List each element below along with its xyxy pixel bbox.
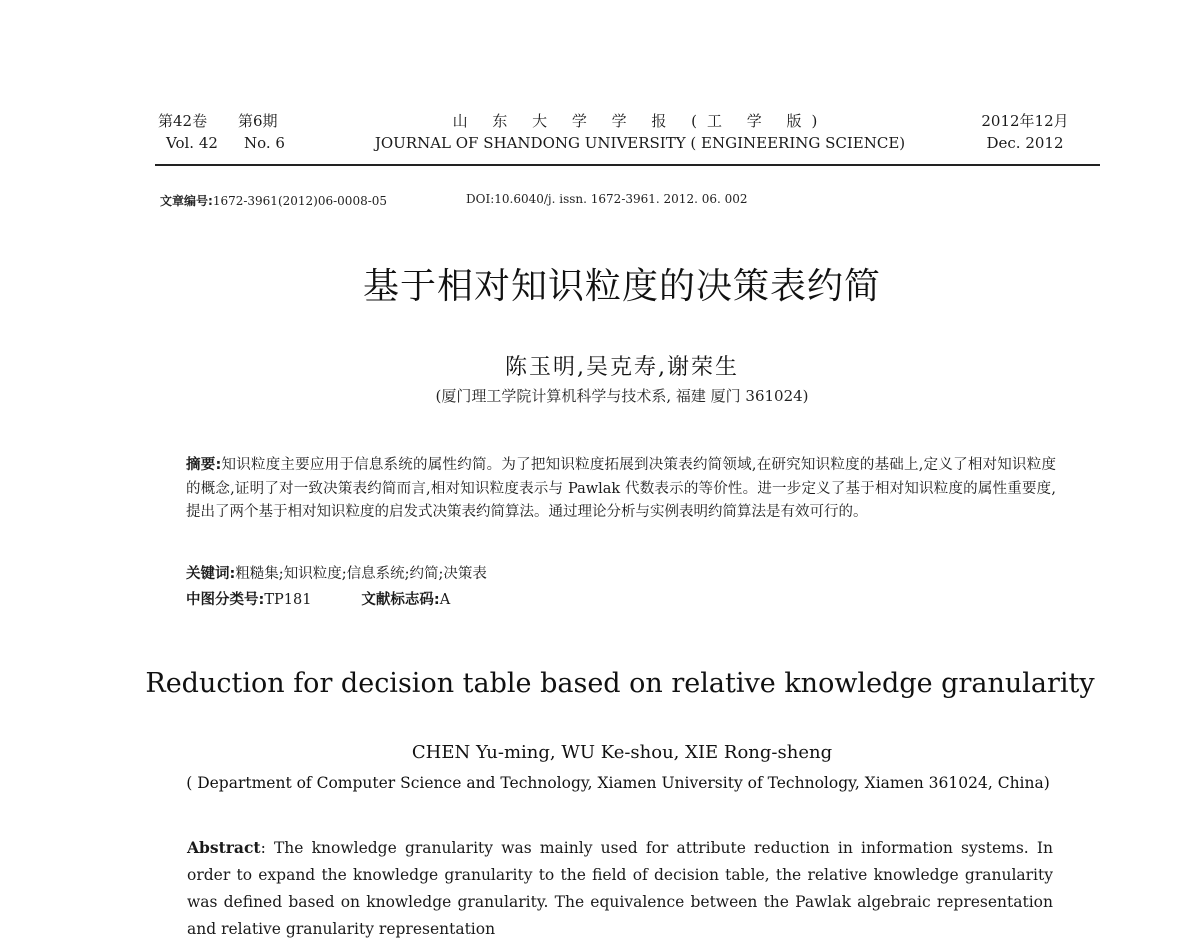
header-rule: [155, 164, 1100, 166]
journal-issue-info: [158, 110, 358, 154]
publication-date: [950, 110, 1100, 154]
paper-title-en: Reduction for decision table based on relative knowledge granularity: [145, 668, 1095, 699]
abstract-en-text: : The knowledge granularity was mainly used for attribute reduction in information systems. In order to expand the knowledge granularity to the field of decision table, the relative knowledge granularity was defined based on knowledge granularity. The equivalence between the Pawlak algebraic representation and relative granularity representation: [187, 839, 1053, 938]
keywords-cn-text: 粗糙集;知识粒度;信息系统;约简;决策表: [235, 566, 487, 582]
classification-line: [186, 589, 1056, 613]
authors-cn: 陈玉明,吴克寿,谢荣生: [505, 355, 739, 380]
volume-en: Vol. 42: [166, 134, 218, 152]
affiliation-cn: (厦门理工学院计算机科学与技术系, 福建 厦门 361024): [435, 387, 809, 405]
issue-en: No. 6: [244, 134, 285, 152]
abstract-cn-text: 知识粒度主要应用于信息系统的属性约简。为了把知识粒度拓展到决策表约简领域,在研究知识粒度的基础上,定义了相对知识粒度的概念,证明了对一致决策表约简而言,相对知识粒度表示与 Pawlak 代数表示的等价性。进一步定义了基于相对知识粒度的属性重要度,提出了两个基于相对知识粒度的启发式决策表约简算法。通过理论分析与实例表明约简算法是有效可行的。: [186, 457, 1056, 520]
article-number-label: 文章编号:: [160, 194, 213, 208]
issue-cn: 第6期: [238, 112, 278, 130]
clc-label: 中图分类号:: [186, 592, 265, 608]
volume-cn: 第42卷: [158, 112, 208, 130]
keywords-cn-label: 关键词:: [186, 566, 236, 582]
abstract-cn-label: 摘要:: [186, 457, 222, 473]
date-en: Dec. 2012: [986, 134, 1064, 152]
journal-name-cn: 山 东 大 学 学 报 (工 学 版): [452, 112, 828, 130]
doi-label: DOI:: [466, 192, 495, 206]
journal-name: [360, 110, 920, 154]
date-cn: 2012年12月: [981, 112, 1069, 130]
abstract-en-label: Abstract: [187, 838, 261, 857]
authors-en: CHEN Yu-ming, WU Ke-shou, XIE Rong-sheng: [411, 742, 833, 763]
abstract-cn: [186, 454, 1056, 525]
doi: [466, 192, 748, 206]
article-number-value: 1672-3961(2012)06-0008-05: [212, 194, 388, 208]
paper-title-cn: 基于相对知识粒度的决策表约简: [362, 266, 881, 307]
affiliation-en: ( Department of Computer Science and Technology, Xiamen University of Technology, Xiamen 361024, China): [186, 774, 1050, 792]
journal-name-en: JOURNAL OF SHANDONG UNIVERSITY ( ENGINEERING SCIENCE): [374, 134, 906, 152]
article-number: [160, 192, 387, 209]
keywords-cn: [186, 563, 1056, 587]
doc-code-label: 文献标志码:: [361, 592, 440, 608]
clc-value: TP181: [264, 592, 312, 608]
abstract-en: [187, 834, 1053, 943]
doi-value: 10.6040/j. issn. 1672-3961. 2012. 06. 002: [494, 192, 748, 206]
doc-code-value: A: [439, 592, 451, 608]
